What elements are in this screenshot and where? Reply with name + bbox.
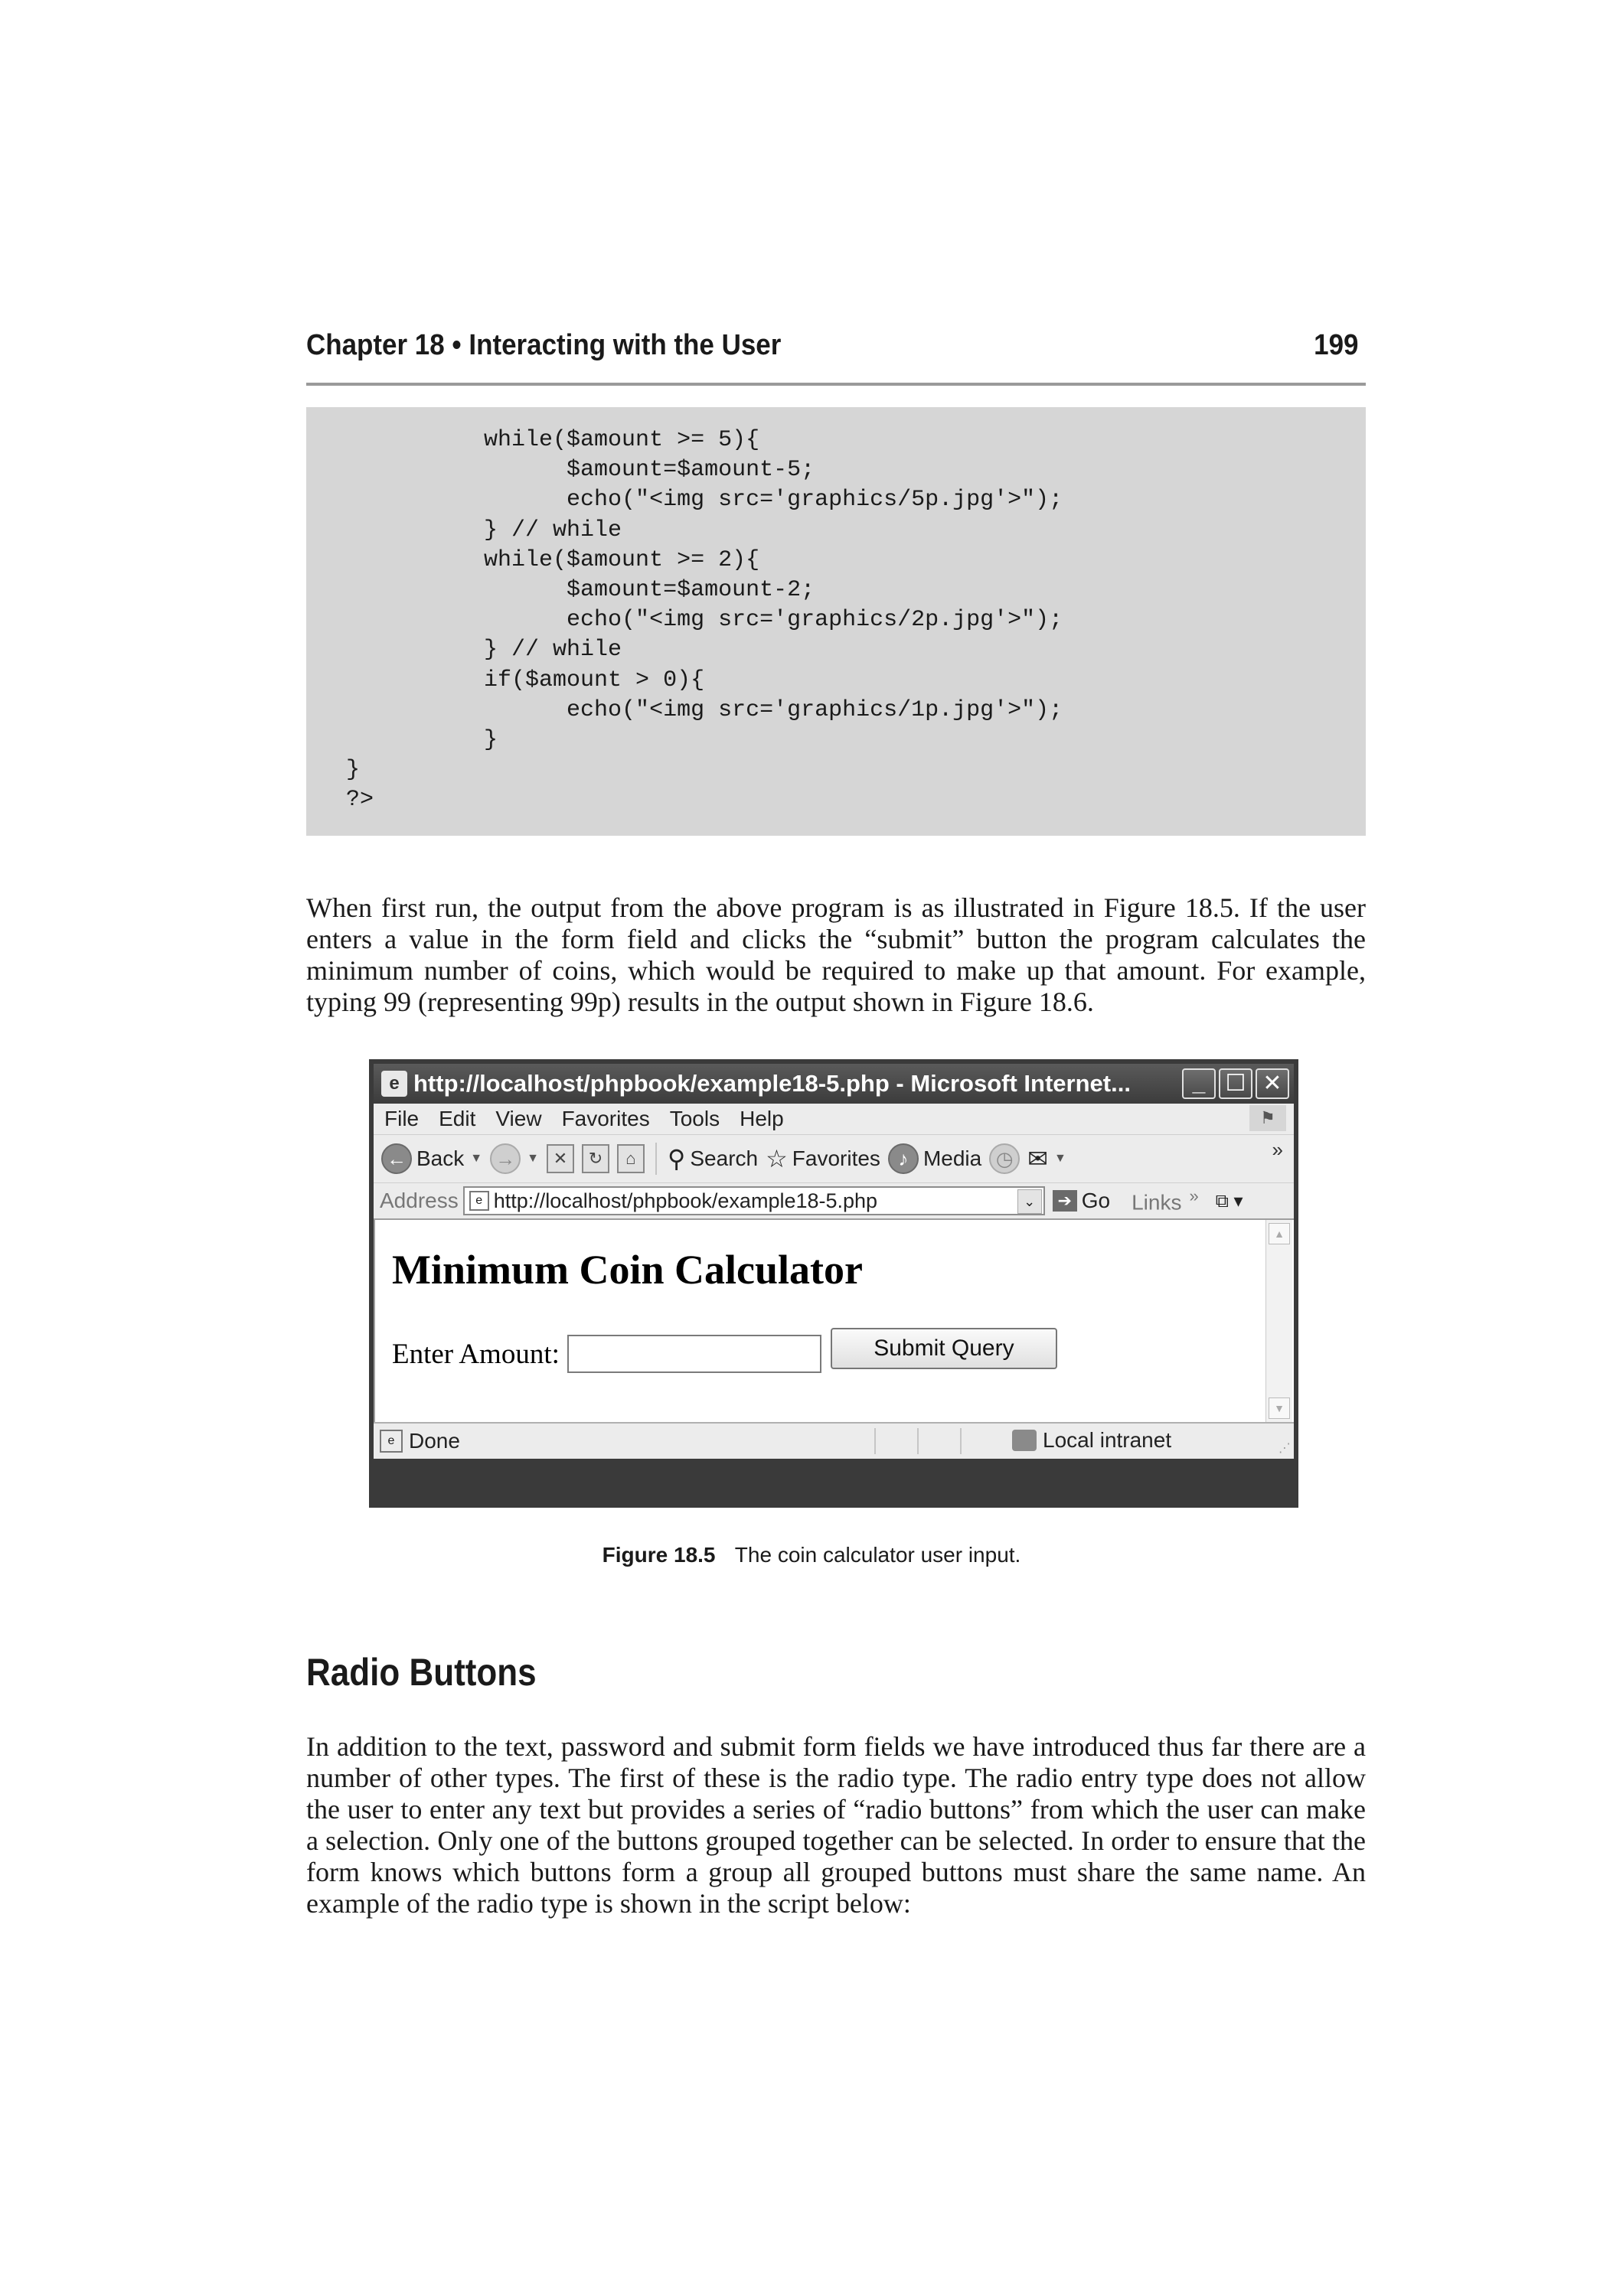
search-label: Search xyxy=(690,1146,759,1170)
code-line: } // while xyxy=(346,637,622,664)
windows-logo-icon: ⚑ xyxy=(1249,1105,1286,1131)
refresh-icon[interactable]: ↻ xyxy=(582,1144,609,1173)
links-label: Links xyxy=(1132,1190,1182,1215)
page-icon: e xyxy=(469,1191,489,1211)
browser-chrome xyxy=(374,1104,1294,1220)
go-label: Go xyxy=(1081,1189,1111,1212)
figure-caption-text: The coin calculator user input. xyxy=(734,1543,1021,1567)
menu-item-view[interactable]: View xyxy=(495,1107,542,1130)
code-line: $amount=$amount-2; xyxy=(346,577,815,604)
menu-item-file[interactable]: File xyxy=(384,1107,420,1130)
status-text: Done xyxy=(409,1429,460,1453)
toolbar-separator xyxy=(655,1143,657,1175)
links-chevron-icon: » xyxy=(1189,1186,1199,1206)
address-label: Address xyxy=(380,1189,459,1212)
chapter-heading xyxy=(306,329,781,362)
links-button[interactable] xyxy=(1132,1186,1199,1215)
mail-button[interactable] xyxy=(1027,1144,1066,1173)
code-line: $amount=$amount-5; xyxy=(346,457,815,484)
favorites-button[interactable] xyxy=(766,1144,880,1173)
scroll-down-icon[interactable]: ▼ xyxy=(1269,1397,1290,1419)
status-panes xyxy=(874,1428,1003,1454)
code-line: ?> xyxy=(346,787,374,814)
browser-window-screenshot xyxy=(369,1059,1298,1508)
forward-button[interactable] xyxy=(490,1143,539,1174)
chapter-number: Chapter 18 xyxy=(306,329,445,361)
security-zone xyxy=(1012,1428,1171,1453)
menu-item-help[interactable]: Help xyxy=(740,1107,784,1130)
chevron-down-icon[interactable]: ⌄ xyxy=(1017,1189,1042,1214)
favorites-label: Favorites xyxy=(792,1146,880,1170)
extension-icon[interactable]: ⧉ ▾ xyxy=(1215,1190,1243,1212)
code-line: } // while xyxy=(346,517,622,543)
chapter-title: Interacting with the User xyxy=(469,329,782,361)
zone-text: Local intranet xyxy=(1043,1428,1172,1452)
back-arrow-icon: ← xyxy=(381,1143,412,1174)
toolbar-overflow-chevron-icon[interactable]: » xyxy=(1272,1138,1283,1161)
stop-icon[interactable]: ✕ xyxy=(547,1144,574,1173)
code-line: } xyxy=(346,757,361,784)
intranet-icon xyxy=(1012,1430,1037,1451)
history-icon[interactable]: ◷ xyxy=(989,1143,1020,1174)
code-line: while($amount >= 5){ xyxy=(346,427,760,453)
code-line: while($amount >= 2){ xyxy=(346,546,760,573)
dropdown-arrow-icon[interactable]: ▼ xyxy=(527,1152,539,1165)
media-label: Media xyxy=(923,1146,982,1170)
vertical-scrollbar[interactable] xyxy=(1265,1220,1292,1422)
code-line: } xyxy=(346,727,498,754)
minimize-button[interactable]: _ xyxy=(1182,1068,1216,1099)
code-line: if($amount > 0){ xyxy=(346,667,705,693)
amount-label: Enter Amount: xyxy=(392,1338,560,1370)
toolbar xyxy=(374,1135,1294,1183)
page-viewport xyxy=(374,1220,1294,1422)
menu-item-tools[interactable]: Tools xyxy=(669,1107,720,1130)
code-line: echo("<img src='graphics/2p.jpg'>"); xyxy=(346,607,1063,634)
code-block xyxy=(306,407,1366,836)
address-url: http://localhost/phpbook/example18-5.php xyxy=(493,1189,878,1212)
window-title: http://localhost/phpbook/example18-5.php - Microsoft Internet... xyxy=(413,1070,1131,1097)
menu-item-edit[interactable]: Edit xyxy=(439,1107,476,1130)
maximize-button[interactable]: ☐ xyxy=(1219,1068,1252,1099)
code-line: echo("<img src='graphics/5p.jpg'>"); xyxy=(346,487,1063,514)
dropdown-arrow-icon[interactable]: ▼ xyxy=(470,1152,483,1165)
page-number: 199 xyxy=(1314,329,1359,361)
address-bar xyxy=(374,1183,1294,1220)
media-icon: ♪ xyxy=(888,1143,919,1174)
amount-input[interactable] xyxy=(567,1335,821,1373)
search-button[interactable] xyxy=(668,1144,758,1173)
figure-number: Figure 18.5 xyxy=(602,1543,716,1567)
menu-item-favorites[interactable]: Favorites xyxy=(561,1107,650,1130)
body-paragraph-2: In addition to the text, password and submit form fields we have introduced thus far there are a number of other types. The first of these is the radio type. The radio entry type does not allow the user to enter any text but provides a series of “radio buttons” from which the user can make a selection. Only one of the buttons grouped together can be selected. In order to ensure that the form knows which buttons form a group all grouped buttons must share the same name. An example of the radio type is shown in the script below: xyxy=(306,1731,1366,1919)
scroll-up-icon[interactable]: ▲ xyxy=(1269,1223,1290,1244)
figure-caption xyxy=(0,1543,1623,1567)
search-icon: ⚲ xyxy=(667,1145,686,1172)
menu-bar xyxy=(374,1104,1294,1135)
body-paragraph-1: When first run, the output from the above program is as illustrated in Figure 18.5. If the user enters a value in the form field and clicks the “submit” button the program calculates the minimum number of coins, which would be required to make up that amount. For example, typing 99 (representing 99p) results in the output shown in Figure 18.6. xyxy=(306,892,1366,1017)
star-icon: ☆ xyxy=(766,1145,788,1172)
back-button[interactable] xyxy=(381,1143,482,1174)
status-bar xyxy=(374,1422,1294,1459)
bullet-separator: • xyxy=(452,329,462,361)
forward-arrow-icon: → xyxy=(490,1143,521,1174)
ie-page-icon: e xyxy=(381,1071,407,1097)
header-rule xyxy=(306,383,1366,386)
title-bar[interactable] xyxy=(374,1064,1294,1104)
address-input[interactable] xyxy=(463,1186,1045,1215)
window-controls xyxy=(1182,1068,1289,1099)
running-head xyxy=(306,329,1359,362)
media-button[interactable] xyxy=(888,1143,981,1174)
page-heading: Minimum Coin Calculator xyxy=(392,1247,863,1293)
close-button[interactable]: ✕ xyxy=(1256,1068,1289,1099)
submit-query-button[interactable]: Submit Query xyxy=(831,1328,1057,1369)
back-label: Back xyxy=(416,1146,465,1170)
resize-grip-icon[interactable]: ⋰ xyxy=(1278,1442,1291,1455)
section-heading: Radio Buttons xyxy=(306,1651,537,1694)
page-done-icon: e xyxy=(380,1430,403,1453)
code-line: echo("<img src='graphics/1p.jpg'>"); xyxy=(346,696,1063,723)
go-button[interactable] xyxy=(1053,1189,1110,1213)
home-icon[interactable]: ⌂ xyxy=(617,1144,645,1173)
go-arrow-icon: ➔ xyxy=(1053,1190,1077,1212)
mail-icon: ✉ xyxy=(1027,1145,1049,1172)
dropdown-arrow-icon[interactable]: ▼ xyxy=(1054,1152,1066,1165)
amount-form xyxy=(392,1335,1057,1373)
code-listing xyxy=(346,426,1366,816)
